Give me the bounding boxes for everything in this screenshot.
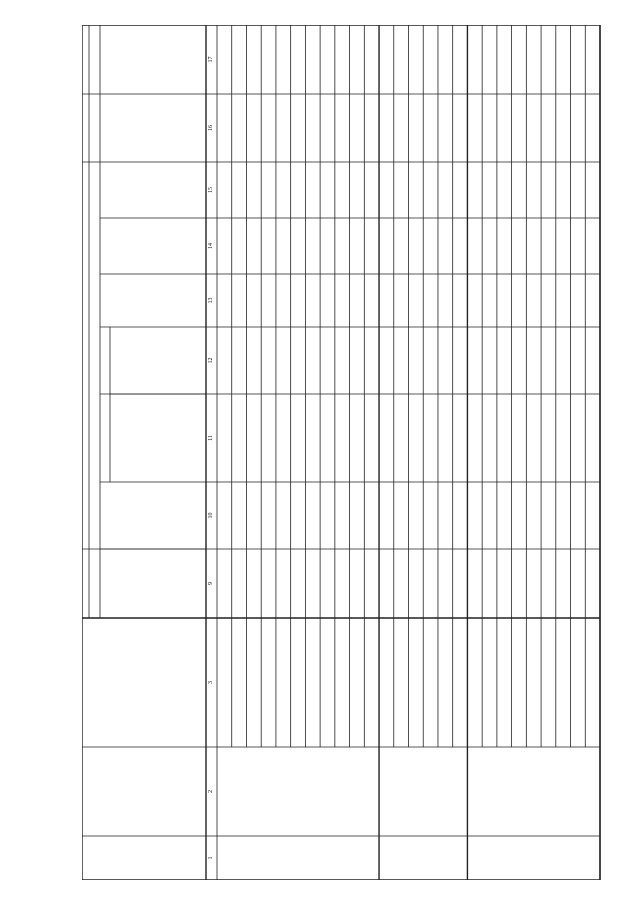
row-value xyxy=(350,162,365,218)
row-value xyxy=(261,218,276,274)
row-value xyxy=(453,482,468,549)
row-value xyxy=(423,327,438,394)
row-value xyxy=(497,94,512,162)
row-value xyxy=(276,25,291,94)
row-value xyxy=(467,94,482,162)
row-value xyxy=(453,25,468,94)
row-value xyxy=(394,482,409,549)
row-value xyxy=(261,25,276,94)
row-label xyxy=(541,618,556,747)
row-value xyxy=(350,25,365,94)
row-value xyxy=(409,94,424,162)
row-value xyxy=(482,482,497,549)
row-value xyxy=(232,94,247,162)
row-value xyxy=(350,274,365,327)
row-value xyxy=(585,327,600,394)
row-value xyxy=(335,162,350,218)
row-value xyxy=(364,327,379,394)
row-label xyxy=(364,618,379,747)
row-value xyxy=(350,94,365,162)
row-value xyxy=(497,482,512,549)
row-value xyxy=(526,25,541,94)
row-value xyxy=(261,394,276,482)
row-value xyxy=(320,218,335,274)
row-value xyxy=(556,162,571,218)
row-value xyxy=(217,327,232,394)
row-value xyxy=(453,218,468,274)
section-name xyxy=(467,747,600,836)
row-value xyxy=(364,94,379,162)
column-number-10: 10 xyxy=(208,512,215,519)
column-number-1: 1 xyxy=(208,856,215,860)
row-value xyxy=(276,94,291,162)
row-value xyxy=(246,94,261,162)
row-value xyxy=(482,549,497,618)
row-value xyxy=(571,482,586,549)
row-value xyxy=(335,94,350,162)
row-value xyxy=(409,482,424,549)
row-value xyxy=(246,482,261,549)
row-value xyxy=(276,274,291,327)
row-value xyxy=(438,94,453,162)
row-value xyxy=(291,394,306,482)
row-value xyxy=(232,327,247,394)
section-status xyxy=(217,836,379,880)
header-year-1 xyxy=(100,549,206,618)
row-value xyxy=(585,549,600,618)
row-label xyxy=(394,618,409,747)
row-label xyxy=(571,618,586,747)
row-value xyxy=(394,549,409,618)
budget-table xyxy=(82,25,608,880)
document-page xyxy=(82,25,608,880)
row-value xyxy=(512,218,527,274)
header-year-5 xyxy=(100,218,206,274)
row-value xyxy=(320,94,335,162)
row-value xyxy=(246,25,261,94)
column-number-2: 2 xyxy=(208,790,215,793)
row-value xyxy=(276,394,291,482)
row-value xyxy=(364,25,379,94)
row-label xyxy=(335,618,350,747)
row-value xyxy=(335,274,350,327)
row-value xyxy=(246,162,261,218)
row-value xyxy=(453,327,468,394)
column-number-17: 17 xyxy=(208,56,215,63)
row-value xyxy=(423,274,438,327)
row-value xyxy=(394,25,409,94)
row-value xyxy=(467,327,482,394)
column-number-16: 16 xyxy=(208,125,215,131)
row-value xyxy=(438,394,453,482)
row-value xyxy=(217,25,232,94)
row-value xyxy=(291,549,306,618)
header-year-2 xyxy=(100,482,206,549)
row-value xyxy=(335,549,350,618)
row-value xyxy=(512,394,527,482)
row-value xyxy=(350,482,365,549)
row-label xyxy=(423,618,438,747)
row-value xyxy=(585,25,600,94)
row-value xyxy=(276,482,291,549)
header-expenses-total xyxy=(82,25,89,618)
row-value xyxy=(556,549,571,618)
row-value xyxy=(320,549,335,618)
row-value xyxy=(541,327,556,394)
row-value xyxy=(453,274,468,327)
row-label xyxy=(497,618,512,747)
row-value xyxy=(526,274,541,327)
row-value xyxy=(497,218,512,274)
header-year-3-group xyxy=(100,327,110,482)
row-value xyxy=(571,218,586,274)
row-value xyxy=(350,218,365,274)
row-value xyxy=(438,327,453,394)
row-value xyxy=(246,327,261,394)
row-value xyxy=(556,394,571,482)
row-value xyxy=(217,549,232,618)
row-value xyxy=(276,218,291,274)
row-value xyxy=(409,25,424,94)
row-value xyxy=(497,394,512,482)
row-value xyxy=(571,394,586,482)
row-value xyxy=(246,394,261,482)
row-value xyxy=(246,218,261,274)
row-value xyxy=(305,25,320,94)
header-incl-program xyxy=(89,25,100,618)
row-value xyxy=(541,394,556,482)
row-value xyxy=(482,25,497,94)
row-value xyxy=(276,162,291,218)
row-value xyxy=(497,25,512,94)
row-value xyxy=(497,549,512,618)
row-value xyxy=(541,482,556,549)
row-value xyxy=(261,274,276,327)
row-value xyxy=(409,327,424,394)
row-value xyxy=(409,549,424,618)
row-label xyxy=(453,618,468,747)
row-value xyxy=(571,549,586,618)
row-value xyxy=(438,162,453,218)
row-label xyxy=(438,618,453,747)
row-value xyxy=(526,394,541,482)
row-label xyxy=(556,618,571,747)
row-value xyxy=(467,274,482,327)
row-value xyxy=(512,482,527,549)
row-value xyxy=(526,482,541,549)
row-value xyxy=(305,162,320,218)
row-value xyxy=(585,274,600,327)
row-value xyxy=(541,25,556,94)
row-label xyxy=(276,618,291,747)
row-label xyxy=(512,618,527,747)
row-value xyxy=(232,25,247,94)
row-value xyxy=(571,162,586,218)
column-number-11: 11 xyxy=(208,435,215,441)
row-value xyxy=(379,327,394,394)
row-label xyxy=(350,618,365,747)
row-value xyxy=(482,94,497,162)
row-value xyxy=(585,218,600,274)
row-value xyxy=(394,162,409,218)
header-responsible xyxy=(82,618,206,747)
row-value xyxy=(320,274,335,327)
row-value xyxy=(364,162,379,218)
row-value xyxy=(482,327,497,394)
header-year-4 xyxy=(100,274,206,327)
row-value xyxy=(291,327,306,394)
row-value xyxy=(232,274,247,327)
row-value xyxy=(379,274,394,327)
row-value xyxy=(467,394,482,482)
row-value xyxy=(335,25,350,94)
row-value xyxy=(512,327,527,394)
section-status xyxy=(379,836,467,880)
row-value xyxy=(232,218,247,274)
row-value xyxy=(541,549,556,618)
row-value xyxy=(350,394,365,482)
row-value xyxy=(571,94,586,162)
row-value xyxy=(394,94,409,162)
row-value xyxy=(320,394,335,482)
row-value xyxy=(350,327,365,394)
row-value xyxy=(526,549,541,618)
row-value xyxy=(409,162,424,218)
column-number-3: 3 xyxy=(208,681,215,684)
row-value xyxy=(379,218,394,274)
row-value xyxy=(320,25,335,94)
row-value xyxy=(467,25,482,94)
row-value xyxy=(512,162,527,218)
row-value xyxy=(423,25,438,94)
row-value xyxy=(497,274,512,327)
row-value xyxy=(394,274,409,327)
row-value xyxy=(467,482,482,549)
row-value xyxy=(394,394,409,482)
row-value xyxy=(585,482,600,549)
row-value xyxy=(526,218,541,274)
row-label xyxy=(232,618,247,747)
row-value xyxy=(438,482,453,549)
row-value xyxy=(409,394,424,482)
column-number-14: 14 xyxy=(208,243,215,249)
header-year-7 xyxy=(100,94,206,162)
row-value xyxy=(571,327,586,394)
row-value xyxy=(335,394,350,482)
row-value xyxy=(291,482,306,549)
row-value xyxy=(305,218,320,274)
row-value xyxy=(409,274,424,327)
row-label xyxy=(320,618,335,747)
row-value xyxy=(423,482,438,549)
row-label xyxy=(379,618,394,747)
row-value xyxy=(217,94,232,162)
row-value xyxy=(438,549,453,618)
row-value xyxy=(261,162,276,218)
row-value xyxy=(217,482,232,549)
row-label xyxy=(409,618,424,747)
section-name xyxy=(379,747,467,836)
row-value xyxy=(423,549,438,618)
row-value xyxy=(246,549,261,618)
row-value xyxy=(379,549,394,618)
row-value xyxy=(291,274,306,327)
row-value xyxy=(305,94,320,162)
row-value xyxy=(232,549,247,618)
section-status xyxy=(467,836,600,880)
row-label xyxy=(261,618,276,747)
row-value xyxy=(512,549,527,618)
row-value xyxy=(261,549,276,618)
row-value xyxy=(556,94,571,162)
row-value xyxy=(482,162,497,218)
row-value xyxy=(364,549,379,618)
row-value xyxy=(423,394,438,482)
row-value xyxy=(556,274,571,327)
row-value xyxy=(276,327,291,394)
row-label xyxy=(467,618,482,747)
row-value xyxy=(541,274,556,327)
row-label xyxy=(482,618,497,747)
row-value xyxy=(379,394,394,482)
row-value xyxy=(261,327,276,394)
row-value xyxy=(305,327,320,394)
row-value xyxy=(482,394,497,482)
row-value xyxy=(379,25,394,94)
row-value xyxy=(305,274,320,327)
row-value xyxy=(556,218,571,274)
row-value xyxy=(276,549,291,618)
row-value xyxy=(512,274,527,327)
row-value xyxy=(320,162,335,218)
section-name xyxy=(217,747,379,836)
row-value xyxy=(409,218,424,274)
row-label xyxy=(526,618,541,747)
header-federal xyxy=(110,327,206,394)
row-value xyxy=(320,327,335,394)
row-value xyxy=(320,482,335,549)
row-value xyxy=(482,218,497,274)
row-value xyxy=(379,162,394,218)
row-value xyxy=(364,482,379,549)
row-value xyxy=(556,482,571,549)
header-year-3-total xyxy=(110,394,206,482)
row-value xyxy=(261,94,276,162)
row-value xyxy=(423,162,438,218)
row-value xyxy=(453,394,468,482)
row-value xyxy=(305,549,320,618)
row-value xyxy=(526,162,541,218)
header-regional xyxy=(100,25,206,94)
row-value xyxy=(556,25,571,94)
row-value xyxy=(364,394,379,482)
row-value xyxy=(541,162,556,218)
row-value xyxy=(232,482,247,549)
column-number-13: 13 xyxy=(208,297,215,304)
column-number-12: 12 xyxy=(208,357,215,364)
row-value xyxy=(217,274,232,327)
row-value xyxy=(423,94,438,162)
row-value xyxy=(467,218,482,274)
row-value xyxy=(585,162,600,218)
row-value xyxy=(585,94,600,162)
row-value xyxy=(556,327,571,394)
column-number-15: 15 xyxy=(208,187,215,193)
row-value xyxy=(571,25,586,94)
row-value xyxy=(217,162,232,218)
row-value xyxy=(335,218,350,274)
row-value xyxy=(497,162,512,218)
row-value xyxy=(335,327,350,394)
row-value xyxy=(467,162,482,218)
row-value xyxy=(541,218,556,274)
row-value xyxy=(453,549,468,618)
row-label xyxy=(291,618,306,747)
row-value xyxy=(305,482,320,549)
row-value xyxy=(291,94,306,162)
row-value xyxy=(246,274,261,327)
row-label xyxy=(246,618,261,747)
header-year-6 xyxy=(100,162,206,218)
row-value xyxy=(423,218,438,274)
row-value xyxy=(541,94,556,162)
row-value xyxy=(453,94,468,162)
row-value xyxy=(364,218,379,274)
row-value xyxy=(261,482,276,549)
row-value xyxy=(335,482,350,549)
row-value xyxy=(232,162,247,218)
row-label xyxy=(305,618,320,747)
row-value xyxy=(467,549,482,618)
row-value xyxy=(291,218,306,274)
row-value xyxy=(512,25,527,94)
row-value xyxy=(379,482,394,549)
row-value xyxy=(571,274,586,327)
row-value xyxy=(438,274,453,327)
row-value xyxy=(364,274,379,327)
row-value xyxy=(438,218,453,274)
row-value xyxy=(482,274,497,327)
header-program-name xyxy=(82,747,206,836)
row-value xyxy=(512,94,527,162)
header-status xyxy=(82,836,206,880)
row-value xyxy=(438,25,453,94)
row-value xyxy=(291,25,306,94)
row-label xyxy=(217,618,232,747)
row-value xyxy=(291,162,306,218)
row-value xyxy=(217,218,232,274)
row-value xyxy=(394,218,409,274)
row-value xyxy=(585,394,600,482)
column-number-9: 9 xyxy=(208,582,215,585)
row-value xyxy=(305,394,320,482)
row-value xyxy=(350,549,365,618)
row-value xyxy=(232,394,247,482)
row-value xyxy=(453,162,468,218)
row-value xyxy=(526,94,541,162)
row-value xyxy=(526,327,541,394)
row-value xyxy=(379,94,394,162)
row-label xyxy=(585,618,600,747)
row-value xyxy=(394,327,409,394)
row-value xyxy=(497,327,512,394)
row-value xyxy=(217,394,232,482)
